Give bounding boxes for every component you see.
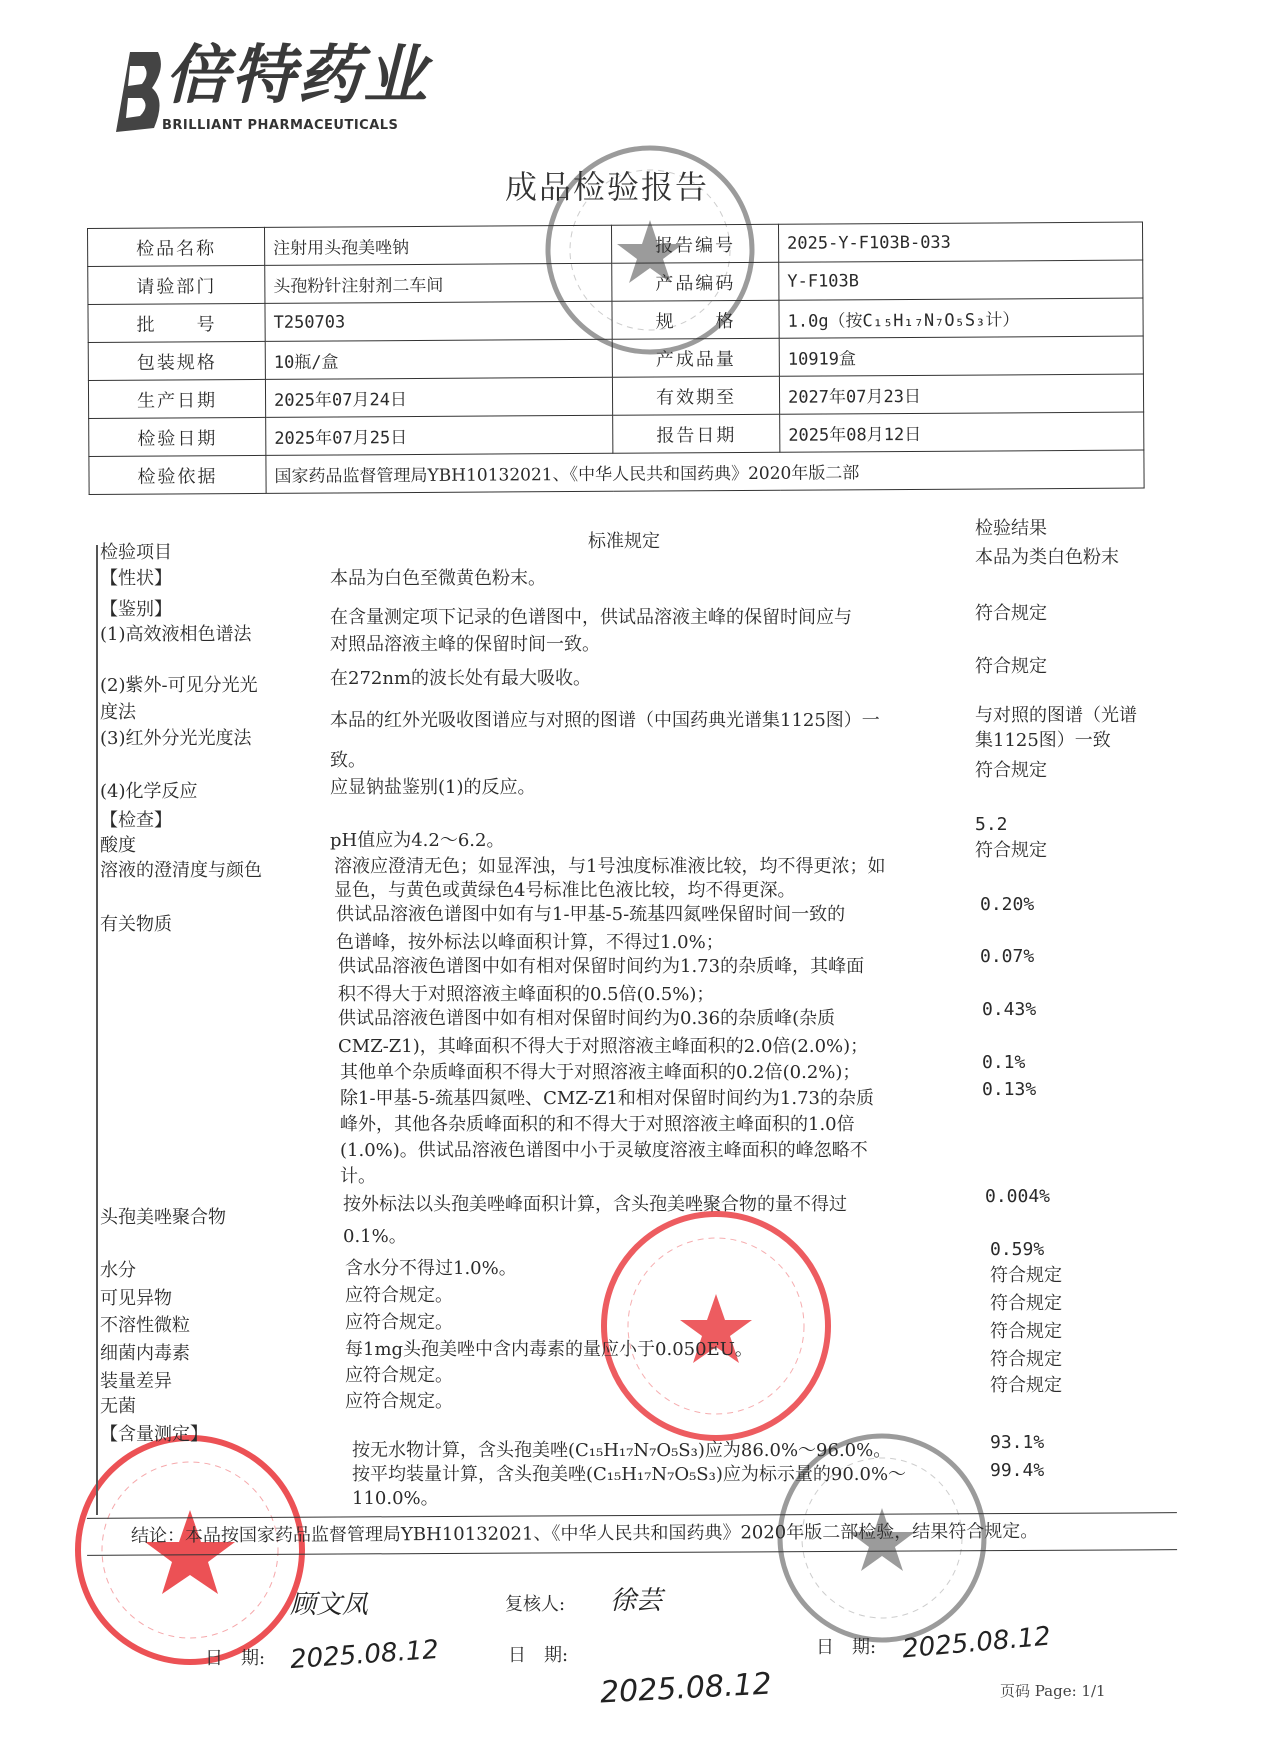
result: 0.1% <box>982 1052 1026 1073</box>
item: (3)红外分光光度法 <box>100 728 252 749</box>
result: 0.59% <box>990 1239 1045 1260</box>
standard-line: 显色，与黄色或黄绿色4号标准比色液比较，均不得更深。 <box>334 880 796 901</box>
item: 有关物质 <box>100 914 172 935</box>
result: 99.4% <box>990 1460 1045 1481</box>
item: 不溶性微粒 <box>100 1315 190 1336</box>
standard-line: 110.0%。 <box>352 1488 439 1509</box>
reviewer-signature: 徐芸 <box>610 1586 663 1616</box>
label-quantity: 产成品量 <box>612 338 779 377</box>
report-title: 成品检验报告 <box>505 168 710 206</box>
standard-line: 按无水物计算，含头孢美唑(C₁₅H₁₇N₇O₅S₃)应为86.0%～96.0%。 <box>352 1440 892 1461</box>
conclusion-row <box>87 1512 1177 1556</box>
item: 水分 <box>100 1260 136 1281</box>
standard-line: 溶液应澄清无色；如显浑浊，与1号浊度标准液比较，均不得更浓；如 <box>334 856 886 877</box>
label-packaging: 包装规格 <box>88 341 265 380</box>
label-mfg-date: 生产日期 <box>88 379 265 418</box>
item: 【性状】 <box>100 568 172 589</box>
standard-line: 含水分不得过1.0%。 <box>345 1258 517 1279</box>
standard-line: 应符合规定。 <box>345 1285 453 1306</box>
label-report-no: 报告编号 <box>611 224 778 263</box>
item: 可见异物 <box>100 1288 172 1309</box>
standard-line: 应符合规定。 <box>345 1312 453 1333</box>
item: (2)紫外-可见分光光 <box>100 675 258 696</box>
table-row <box>88 260 1143 304</box>
result: 符合规定 <box>990 1265 1062 1286</box>
label-basis: 检验依据 <box>89 455 266 494</box>
result: 93.1% <box>990 1432 1045 1453</box>
logo-name-en: BRILLIANT PHARMACEUTICALS <box>162 118 399 133</box>
date-label: 日 期: <box>816 1637 877 1658</box>
date-label: 日 期: <box>508 1645 569 1666</box>
label-report-date: 报告日期 <box>613 414 780 453</box>
item: (1)高效液相色谱法 <box>100 624 252 645</box>
standard-line: 积不得大于对照溶液主峰面积的0.5倍(0.5%)； <box>338 984 715 1005</box>
value-dept: 头孢粉针注射剂二车间 <box>265 263 612 303</box>
standard-line: 本品的红外光吸收图谱应与对照的图谱（中国药典光谱集1125图）一 <box>330 710 880 731</box>
label-spec: 规 格 <box>612 300 779 339</box>
value-mfg-date: 2025年07月24日 <box>265 377 612 417</box>
body-left-border <box>96 545 98 1515</box>
standard-line: 0.1%。 <box>343 1226 407 1247</box>
quality-management-stamp-center <box>596 1206 836 1446</box>
logo-name-cn: 倍特药业 <box>165 39 429 113</box>
standard-line: 在272nm的波长处有最大吸收。 <box>330 668 592 689</box>
value-packaging: 10瓶/盒 <box>265 339 612 379</box>
result: 符合规定 <box>975 760 1047 781</box>
item: 【检查】 <box>100 810 172 831</box>
standard-line: 色谱峰，按外标法以峰面积计算，不得过1.0%； <box>336 932 724 953</box>
result: 符合规定 <box>990 1321 1062 1342</box>
value-product-name: 注射用头孢美唑钠 <box>264 225 611 265</box>
result-header: 检验结果 <box>975 518 1047 539</box>
table-row <box>88 336 1143 380</box>
standard-line: 计。 <box>340 1166 376 1187</box>
reviewer-label: 复核人: <box>505 1594 566 1615</box>
standard-line: 供试品溶液色谱图中如有相对保留时间约为1.73的杂质峰，其峰面 <box>338 956 865 977</box>
result: 0.43% <box>982 999 1037 1020</box>
item: 【鉴别】 <box>100 599 172 620</box>
item: 度法 <box>100 702 136 723</box>
label-test-date: 检验日期 <box>89 417 266 456</box>
item: 细菌内毒素 <box>100 1343 190 1364</box>
result: 符合规定 <box>975 840 1047 861</box>
table-row <box>88 298 1143 342</box>
reviewer-date: 2025.08.12 <box>599 1666 773 1711</box>
value-product-code: Y-F103B <box>779 260 1143 300</box>
item: 酸度 <box>100 835 136 856</box>
standard-line: CMZ-Z1)，其峰面积不得大于对照溶液主峰面积的2.0倍(2.0%)； <box>338 1036 869 1057</box>
page-number: 页码 Page: 1/1 <box>1000 1682 1106 1700</box>
item: 溶液的澄清度与颜色 <box>100 860 262 881</box>
item-header: 检验项目 <box>100 542 172 563</box>
standard-line: 致。 <box>330 750 366 771</box>
item: 无菌 <box>100 1396 136 1417</box>
inspector-signature: 顾文凤 <box>290 1590 369 1620</box>
info-table <box>87 222 1145 495</box>
standard-header: 标准规定 <box>588 531 660 552</box>
standard-line: 供试品溶液色谱图中如有相对保留时间约为0.36的杂质峰(杂质 <box>338 1008 836 1029</box>
result: 集1125图）一致 <box>975 730 1111 751</box>
standard-line: 在含量测定项下记录的色谱图中，供试品溶液主峰的保留时间应与 <box>330 607 852 628</box>
standard-line: 应符合规定。 <box>345 1391 453 1412</box>
conclusion-text: 结论：本品按国家药品监督管理局YBH10132021、《中华人民共和国药典》2020年版二部检验，结果符合规定。 <box>130 1520 1039 1547</box>
logo-b-icon <box>108 48 166 136</box>
standard-line: 按平均装量计算，含头孢美唑(C₁₅H₁₇N₇O₅S₃)应为标示量的90.0%～ <box>352 1464 907 1485</box>
value-test-date: 2025年07月25日 <box>266 415 613 455</box>
item: (4)化学反应 <box>100 781 198 802</box>
inspector-date: 2025.08.12 <box>289 1634 440 1676</box>
label-expiry: 有效期至 <box>612 376 779 415</box>
standard-line: 对照品溶液主峰的保留时间一致。 <box>330 634 600 655</box>
result: 符合规定 <box>990 1293 1062 1314</box>
date-label: 日 期: <box>205 1648 266 1669</box>
result: 符合规定 <box>975 656 1047 677</box>
table-row <box>89 412 1144 456</box>
standard-line: 本品为白色至微黄色粉末。 <box>330 568 546 589</box>
standard-line: 峰外，其他各杂质峰面积的和不得大于对照溶液主峰面积的1.0倍 <box>340 1114 855 1135</box>
standard-line: 供试品溶液色谱图中如有与1-甲基-5-巯基四氮唑保留时间一致的 <box>336 904 846 925</box>
value-expiry: 2027年07月23日 <box>779 374 1143 414</box>
result: 符合规定 <box>990 1349 1062 1370</box>
result: 符合规定 <box>990 1375 1062 1396</box>
standard-line: 按外标法以头孢美唑峰面积计算，含头孢美唑聚合物的量不得过 <box>343 1194 847 1215</box>
result: 0.20% <box>980 894 1035 915</box>
item: 装量差异 <box>100 1371 172 1392</box>
result: 0.004% <box>985 1186 1051 1207</box>
result: 0.07% <box>980 946 1035 967</box>
value-quantity: 10919盒 <box>779 336 1143 376</box>
table-row <box>89 450 1144 494</box>
standard-line: 除1-甲基-5-巯基四氮唑、CMZ-Z1和相对保留时间约为1.73的杂质 <box>340 1088 874 1109</box>
label-product-code: 产品编码 <box>612 262 779 301</box>
value-basis: 国家药品监督管理局YBH10132021、《中华人民共和国药典》2020年版二部 <box>266 450 1144 493</box>
result: 5.2 <box>975 814 1008 835</box>
result: 0.13% <box>982 1079 1037 1100</box>
standard-line: (1.0%)。供试品溶液色谱图中小于灵敏度溶液主峰面积的峰忽略不 <box>340 1140 868 1161</box>
result: 与对照的图谱（光谱 <box>975 705 1137 726</box>
value-spec: 1.0g（按C₁₅H₁₇N₇O₅S₃计） <box>779 298 1143 338</box>
result: 符合规定 <box>975 603 1047 624</box>
label-dept: 请验部门 <box>88 265 265 304</box>
item: 【含量测定】 <box>100 1424 208 1445</box>
value-report-no: 2025-Y-F103B-033 <box>778 222 1142 262</box>
standard-line: 其他单个杂质峰面积不得大于对照溶液主峰面积的0.2倍(0.2%)； <box>340 1062 861 1083</box>
standard-line: 应显钠盐鉴别(1)的反应。 <box>330 777 536 798</box>
standard-line: pH值应为4.2～6.2。 <box>330 830 505 851</box>
standard-line: 应符合规定。 <box>345 1365 453 1386</box>
label-product-name: 检品名称 <box>88 227 265 266</box>
approver-date: 2025.08.12 <box>900 1621 1052 1665</box>
standard-line: 每1mg头孢美唑中含内毒素的量应小于0.050EU。 <box>345 1339 753 1360</box>
value-report-date: 2025年08月12日 <box>780 412 1144 452</box>
table-row <box>88 374 1143 418</box>
label-batch: 批 号 <box>88 303 265 342</box>
result: 本品为类白色粉末 <box>975 547 1119 568</box>
item: 头孢美唑聚合物 <box>100 1207 226 1228</box>
value-batch: T250703 <box>265 301 612 341</box>
table-row <box>88 222 1143 266</box>
